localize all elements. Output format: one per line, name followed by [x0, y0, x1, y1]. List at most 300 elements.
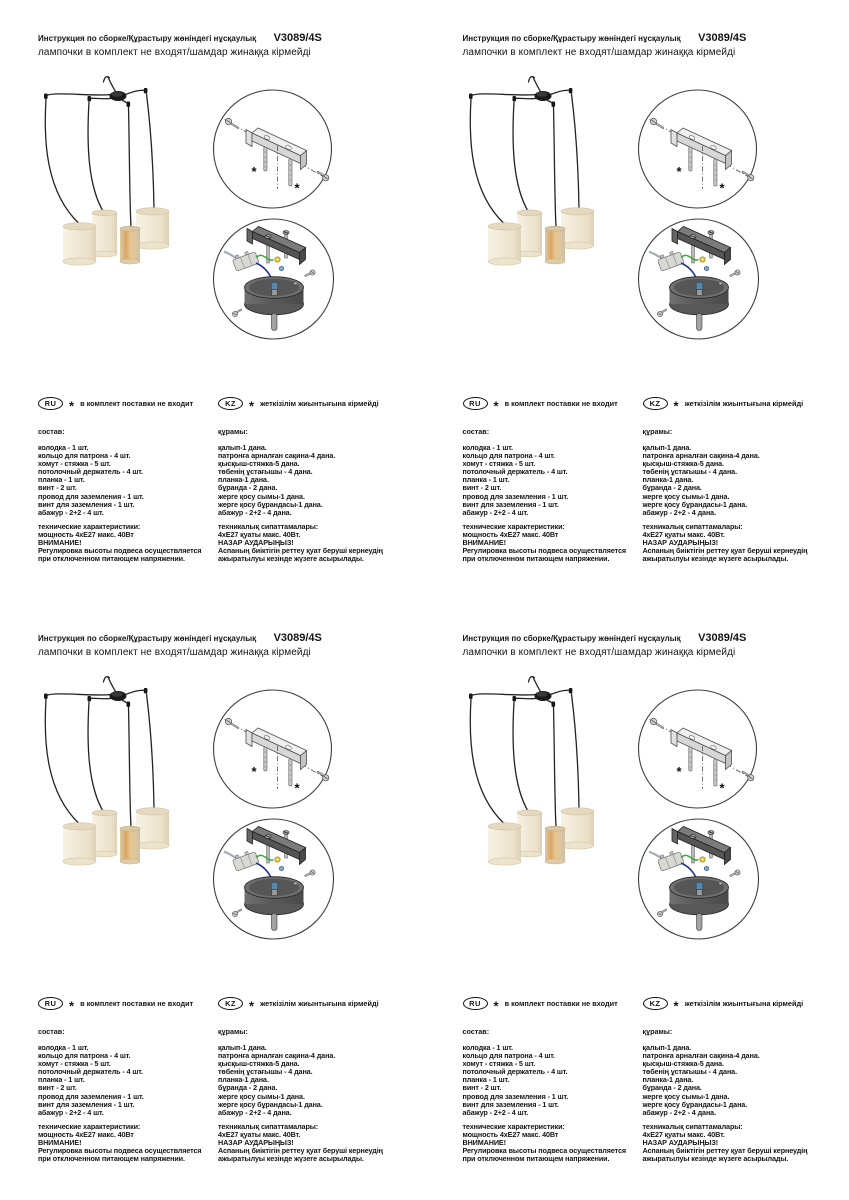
kz-lang-row: [643, 397, 825, 413]
kz-lang-row: [218, 997, 400, 1013]
text-line: төбенің ұстағышы - 4 дана.: [642, 467, 737, 477]
asterisk-icon: *: [249, 398, 255, 413]
ring-terminal-hole: [277, 259, 279, 261]
panel-header: [38, 628, 322, 658]
text-line: винт для заземления - 1 шт.: [38, 499, 135, 509]
ru-contents-label: состав:: [38, 1027, 65, 1036]
cable-connector: [469, 94, 473, 99]
pendant-lamp-figure: [44, 677, 169, 865]
splay-cable: [126, 690, 146, 694]
ru-column: [38, 997, 220, 1163]
lamps-not-included-note: лампочки в комплект не входят/шамдар жинаққа кірмейді: [38, 647, 311, 658]
ru-power-spec: мощность 4хЕ27 макс. 40Вт: [462, 529, 559, 539]
drop-cable: [129, 107, 132, 228]
text-line: жерге қосу бұрандасы-1 дана.: [218, 499, 323, 509]
lamps-not-included-note: лампочки в комплект не входят/шамдар жинаққа кірмейді: [38, 47, 311, 58]
text-line: Регулировка высоты подвеса осуществляется: [38, 1146, 202, 1156]
text-line: қалып-1 дана.: [218, 443, 267, 452]
splay-cable: [514, 98, 538, 99]
text-line: потолочный держатель - 4 шт.: [462, 1067, 568, 1077]
splay-cable: [471, 694, 536, 696]
ru-warning-text: [38, 1147, 220, 1163]
text-line: абажур - 2+2 - 4 дана.: [218, 1107, 292, 1117]
kz-power-spec: 4хЕ27 қуаты макс. 40Вт.: [218, 1129, 301, 1139]
text-line: жерге қосу бұрандасы-1 дана.: [218, 1099, 323, 1109]
canopy-detail-circle: [214, 819, 334, 939]
model-number: V3089/4S: [273, 32, 322, 44]
kz-language-badge: KZ: [218, 997, 243, 1010]
kz-specs-title: техникалық сипаттамалары:: [642, 1121, 743, 1131]
text-line: жерге қосу сымы-1 дана.: [642, 491, 730, 501]
text-line: бұранда - 2 дана.: [642, 1083, 702, 1093]
kz-parts-list: [643, 444, 825, 517]
not-included-asterisk: *: [294, 780, 300, 796]
text-line: қалып-1 дана.: [642, 1043, 692, 1052]
kz-power-spec: 4хЕ27 қуаты макс. 40Вт.: [642, 529, 725, 539]
text-line: Аспаның биіктігін реттеу қуат беруші кернеудің: [642, 546, 808, 556]
text-line: провод для заземления - 1 шт.: [38, 491, 144, 501]
cable-stub: [696, 914, 702, 931]
text-line: жерге қосу бұрандасы-1 дана.: [642, 499, 748, 509]
ru-lang-row: [38, 997, 220, 1013]
text-line: винт для заземления - 1 шт.: [462, 1099, 559, 1109]
ru-language-badge: RU: [38, 997, 63, 1010]
ru-warning-title: ВНИМАНИЕ!: [462, 1138, 506, 1148]
text-line: жерге қосу сымы-1 дана.: [218, 1091, 305, 1101]
blue-nut: [704, 266, 708, 271]
cable-stub: [272, 314, 278, 331]
bracket-detail-circle: [638, 690, 756, 808]
kz-not-included-note: жеткізілім жиынтығына кірмейді: [260, 999, 379, 1008]
not-included-asterisk: *: [676, 764, 682, 779]
text-line: абажур - 2+2 - 4 шт.: [38, 1107, 104, 1117]
ru-power-spec: мощность 4хЕ27 макс. 40Вт: [38, 529, 134, 539]
text-line: абажур - 2+2 - 4 дана.: [218, 507, 292, 517]
cable-gland: [696, 883, 703, 890]
ru-contents-label: состав:: [462, 427, 490, 436]
cable-connector: [88, 96, 92, 101]
ru-parts-list: [38, 1044, 220, 1117]
kz-warning-title: НАЗАР АУДАРЫҢЫЗ!: [218, 1138, 294, 1148]
drop-cable: [129, 707, 132, 828]
cable-connector: [512, 96, 516, 101]
kz-language-badge: KZ: [643, 997, 668, 1010]
ru-lang-row: [463, 997, 645, 1013]
text-line: колодка - 1 шт.: [38, 1043, 89, 1052]
asterisk-icon: *: [673, 398, 679, 413]
kz-warning-text: [643, 1147, 825, 1163]
ru-parts-list: [38, 444, 220, 517]
supply-cable: [108, 77, 116, 93]
text-line: планка-1 дана.: [218, 1075, 269, 1085]
drop-cable: [571, 94, 579, 210]
text-line: планка - 1 шт.: [38, 475, 85, 485]
instruction-panel: [425, 600, 849, 1200]
ru-specs-title: технические характеристики:: [462, 521, 565, 531]
text-line: ажыратылуы кезінде жүзеге асырылады.: [218, 1154, 364, 1164]
kz-specs-title: техникалық сипаттамалары:: [642, 521, 743, 531]
kz-power-spec: 4хЕ27 қуаты макс. 40Вт.: [218, 529, 301, 539]
drop-cable: [88, 102, 103, 212]
cable-connector: [469, 694, 473, 699]
text-line: қалып-1 дана.: [642, 443, 692, 452]
text-line: при отключенном питающем напряжении.: [462, 554, 610, 564]
text-line: патронға арналған сақина-4 дана.: [642, 451, 760, 461]
kz-column: [643, 397, 825, 563]
text-line: провод для заземления - 1 шт.: [38, 1091, 144, 1101]
lamp-shade: [561, 808, 594, 849]
cable-stub: [272, 914, 278, 931]
splay-cable: [514, 698, 538, 699]
lamp-shade-lit: [545, 226, 565, 264]
text-line: планка - 1 шт.: [38, 1075, 85, 1085]
cup-hole: [294, 282, 297, 284]
lamps-not-included-note: лампочки в комплект не входят/шамдар жинаққа кірмейді: [462, 47, 736, 58]
lamp-shade: [63, 223, 96, 265]
kz-warning-text: [643, 547, 825, 563]
text-line: бұранда - 2 дана.: [218, 1083, 278, 1093]
text-line: Аспаның биіктігін реттеу қуат беруші кернеудің: [218, 1146, 383, 1156]
kz-warning-title: НАЗАР АУДАРЫҢЫЗ!: [642, 538, 719, 548]
drop-cable: [470, 99, 504, 224]
panel-header: [463, 28, 747, 58]
text-line: провод для заземления - 1 шт.: [462, 1091, 569, 1101]
instruction-panel: [0, 0, 425, 600]
kz-contents-label: құрамы:: [642, 1027, 673, 1036]
text-line: провод для заземления - 1 шт.: [462, 491, 569, 501]
text-line: қысқыш-стяжка-5 дана.: [642, 1059, 724, 1069]
kz-specs-block: [643, 523, 825, 563]
text-line: винт для заземления - 1 шт.: [38, 1099, 135, 1109]
ceiling-canopy: [534, 91, 551, 101]
drop-cable: [147, 694, 155, 810]
lamp-shade: [136, 808, 169, 849]
model-number: V3089/4S: [698, 32, 747, 44]
ru-column: [38, 397, 220, 563]
splay-cable: [550, 690, 570, 694]
bracket-detail-circle: [214, 90, 332, 208]
not-included-asterisk: *: [676, 164, 682, 179]
supply-cable: [533, 77, 541, 93]
ru-lang-row: [38, 397, 220, 413]
drop-cable: [45, 99, 79, 224]
instruction-title: Инструкция по сборке/Құрастыру жөніндегі нұсқаулық: [462, 634, 681, 643]
splay-cable: [90, 698, 114, 699]
ru-not-included-note: в комплект поставки не входит: [80, 999, 194, 1008]
wall-plug: [713, 759, 716, 786]
cable-connector: [144, 88, 148, 93]
text-line: хомут - стяжка - 5 шт.: [38, 1059, 111, 1069]
kz-warning-text: [218, 547, 400, 563]
kz-lang-row: [218, 397, 400, 413]
text-line: кольцо для патрона - 4 шт.: [38, 1051, 131, 1061]
drop-cable: [571, 694, 579, 810]
kz-specs-block: [643, 1123, 825, 1163]
text-line: планка-1 дана.: [642, 475, 694, 485]
text-line: бұранда - 2 дана.: [642, 483, 702, 493]
ceiling-canopy: [110, 91, 127, 101]
text-line: потолочный держатель - 4 шт.: [38, 1067, 143, 1077]
instruction-panel: [425, 0, 849, 600]
kz-not-included-note: жеткізілім жиынтығына кірмейді: [260, 399, 379, 408]
kz-lang-row: [643, 997, 825, 1013]
instruction-title: Инструкция по сборке/Құрастыру жөніндегі нұсқаулық: [462, 34, 681, 43]
supply-cable: [533, 677, 541, 693]
ru-specs-block: [38, 523, 220, 563]
header-line-1: [463, 628, 747, 646]
instruction-title: Инструкция по сборке/Құрастыру жөніндегі нұсқаулық: [38, 34, 257, 43]
kz-column: [643, 997, 825, 1163]
lamp-shade-lit: [545, 826, 565, 864]
not-included-asterisk: *: [294, 180, 300, 196]
text-line: патронға арналған сақина-4 дана.: [642, 1051, 760, 1061]
text-line: ажыратылуы кезінде жүзеге асырылады.: [642, 554, 789, 564]
model-number: V3089/4S: [698, 632, 747, 644]
pendant-lamp-figure: [469, 77, 594, 265]
ru-not-included-note: в комплект поставки не входит: [504, 999, 618, 1008]
ru-lang-row: [463, 397, 645, 413]
splay-cable: [47, 94, 112, 96]
kz-contents-label: құрамы:: [218, 1027, 248, 1036]
ru-contents-label: состав:: [462, 1027, 490, 1036]
wall-plug: [688, 147, 691, 171]
pendant-lamp-figure: [44, 77, 169, 265]
ru-warning-text: [463, 1147, 645, 1163]
kz-language-badge: KZ: [643, 397, 668, 410]
text-line: абажур - 2+2 - 4 шт.: [462, 1107, 529, 1117]
cable-connector: [512, 696, 516, 701]
text-line: жерге қосу бұрандасы-1 дана.: [642, 1099, 748, 1109]
kz-warning-text: [218, 1147, 400, 1163]
wall-plug: [688, 747, 691, 771]
ru-warning-title: ВНИМАНИЕ!: [38, 1138, 82, 1148]
lamp-shade: [63, 823, 96, 865]
header-line-1: [38, 28, 322, 46]
ceiling-canopy: [110, 691, 127, 701]
lamp-shade-lit: [120, 826, 140, 864]
cable-connector: [88, 696, 92, 701]
text-line: потолочный держатель - 4 шт.: [462, 467, 568, 477]
ru-specs-block: [463, 523, 645, 563]
ru-column: [463, 397, 645, 563]
lamp-shade: [561, 208, 594, 249]
text-line: хомут - стяжка - 5 шт.: [462, 459, 536, 469]
text-line: кольцо для патрона - 4 шт.: [38, 451, 131, 461]
kz-not-included-note: жеткізілім жиынтығына кірмейді: [684, 399, 804, 408]
kz-parts-list: [218, 444, 400, 517]
text-line: патронға арналған сақина-4 дана.: [218, 451, 336, 461]
ru-not-included-note: в комплект поставки не входит: [80, 399, 194, 408]
ru-specs-block: [463, 1123, 645, 1163]
canopy-detail-circle: [638, 819, 758, 939]
ru-parts-list: [463, 1044, 645, 1117]
blue-nut: [279, 866, 283, 871]
cable-connector: [127, 702, 131, 707]
bracket-detail-circle: [214, 690, 332, 808]
drop-cable: [513, 702, 528, 812]
text-line: кольцо для патрона - 4 шт.: [462, 1051, 555, 1061]
asterisk-icon: *: [69, 998, 75, 1013]
ru-parts-list: [463, 444, 645, 517]
text-line: абажур - 2+2 - 4 шт.: [38, 507, 104, 517]
asterisk-icon: *: [69, 398, 75, 413]
text-line: планка - 1 шт.: [462, 1075, 510, 1085]
wall-plug: [289, 759, 292, 786]
ru-warning-title: ВНИМАНИЕ!: [38, 538, 82, 548]
supply-cable: [108, 677, 116, 693]
text-line: абажур - 2+2 - 4 дана.: [642, 507, 716, 517]
text-line: при отключенном питающем напряжении.: [462, 1154, 610, 1164]
text-line: төбенің ұстағышы - 4 дана.: [218, 467, 313, 477]
text-line: қысқыш-стяжка-5 дана.: [218, 459, 300, 469]
ru-warning-title: ВНИМАНИЕ!: [462, 538, 506, 548]
wall-plug: [264, 147, 267, 171]
canopy-detail-circle: [638, 219, 758, 339]
cup-hole: [718, 882, 721, 884]
lamp-shade: [488, 223, 521, 265]
ru-warning-text: [463, 547, 645, 563]
ru-language-badge: RU: [463, 397, 488, 410]
kz-warning-title: НАЗАР АУДАРЫҢЫЗ!: [642, 1138, 719, 1148]
text-line: бұранда - 2 дана.: [218, 483, 278, 493]
not-included-asterisk: *: [719, 180, 725, 196]
not-included-asterisk: *: [719, 780, 725, 796]
drop-cable: [45, 699, 79, 824]
text-line: Аспаның биіктігін реттеу қуат беруші кернеудің: [642, 1146, 808, 1156]
lamp-shade: [488, 823, 521, 865]
text-line: планка-1 дана.: [218, 475, 269, 485]
kz-warning-title: НАЗАР АУДАРЫҢЫЗ!: [218, 538, 294, 548]
text-line: төбенің ұстағышы - 4 дана.: [642, 1067, 737, 1077]
cable-connector: [44, 94, 48, 99]
text-line: при отключенном питающем напряжении.: [38, 554, 185, 564]
text-line: винт - 2 шт.: [462, 1083, 502, 1093]
asterisk-icon: *: [249, 998, 255, 1013]
drop-cable: [147, 94, 155, 210]
splay-cable: [90, 98, 114, 99]
kz-specs-title: техникалық сипаттамалары:: [218, 1121, 319, 1131]
lamp-shade-lit: [120, 226, 140, 264]
bracket-detail-circle: [638, 90, 756, 208]
text-line: планка-1 дана.: [642, 1075, 694, 1085]
text-line: қысқыш-стяжка-5 дана.: [218, 1059, 300, 1069]
ru-language-badge: RU: [38, 397, 63, 410]
wall-plug: [289, 159, 292, 186]
text-line: Регулировка высоты подвеса осуществляется: [462, 546, 626, 556]
cable-connector: [144, 688, 148, 693]
model-number: V3089/4S: [273, 632, 322, 644]
text-line: винт для заземления - 1 шт.: [462, 499, 559, 509]
not-included-asterisk: *: [251, 164, 257, 179]
text-line: қысқыш-стяжка-5 дана.: [642, 459, 724, 469]
lamps-not-included-note: лампочки в комплект не входят/шамдар жинаққа кірмейді: [462, 647, 736, 658]
asterisk-icon: *: [493, 998, 499, 1013]
cable-connector: [44, 694, 48, 699]
cable-connector: [127, 102, 131, 107]
drop-cable: [553, 707, 556, 828]
ru-power-spec: мощность 4хЕ27 макс. 40Вт: [38, 1129, 134, 1139]
text-line: абажур - 2+2 - 4 шт.: [462, 507, 529, 517]
drop-cable: [513, 102, 528, 212]
blue-nut: [704, 866, 708, 871]
wall-plug: [713, 159, 716, 186]
text-line: жерге қосу сымы-1 дана.: [218, 491, 305, 501]
kz-parts-list: [218, 1044, 400, 1117]
text-line: қалып-1 дана.: [218, 1043, 267, 1052]
panel-header: [38, 28, 322, 58]
cable-gland: [271, 883, 278, 890]
ru-language-badge: RU: [463, 997, 488, 1010]
ru-power-spec: мощность 4хЕ27 макс. 40Вт: [462, 1129, 559, 1139]
kz-power-spec: 4хЕ27 қуаты макс. 40Вт.: [642, 1129, 725, 1139]
ru-column: [463, 997, 645, 1163]
kz-language-badge: KZ: [218, 397, 243, 410]
ring-terminal-hole: [701, 859, 703, 861]
text-line: винт - 2 шт.: [38, 483, 77, 493]
drop-cable: [88, 702, 103, 812]
cup-hole: [294, 882, 297, 884]
kz-column: [218, 397, 400, 563]
text-line: кольцо для патрона - 4 шт.: [462, 451, 555, 461]
text-line: винт - 2 шт.: [462, 483, 502, 493]
cable-connector: [568, 688, 572, 693]
cable-gland: [696, 283, 703, 290]
text-line: төбенің ұстағышы - 4 дана.: [218, 1067, 313, 1077]
text-line: Регулировка высоты подвеса осуществляется: [38, 546, 202, 556]
kz-not-included-note: жеткізілім жиынтығына кірмейді: [684, 999, 804, 1008]
splay-cable: [471, 94, 536, 96]
cable-stub: [696, 314, 702, 331]
cable-connector: [551, 702, 555, 707]
text-line: при отключенном питающем напряжении.: [38, 1154, 185, 1164]
splay-cable: [550, 90, 570, 94]
ru-not-included-note: в комплект поставки не входит: [504, 399, 618, 408]
canopy-detail-circle: [214, 219, 334, 339]
text-line: винт - 2 шт.: [38, 1083, 77, 1093]
cable-gland: [271, 283, 278, 290]
text-line: ажыратылуы кезінде жүзеге асырылады.: [642, 1154, 789, 1164]
lamp-shade: [136, 208, 169, 249]
kz-contents-label: құрамы:: [642, 427, 673, 436]
asterisk-icon: *: [493, 398, 499, 413]
instruction-panel: [0, 600, 425, 1200]
text-line: планка - 1 шт.: [462, 475, 510, 485]
cup-hole: [718, 282, 721, 284]
text-line: хомут - стяжка - 5 шт.: [462, 1059, 536, 1069]
splay-cable: [126, 90, 146, 94]
text-line: колодка - 1 шт.: [38, 443, 89, 452]
text-line: колодка - 1 шт.: [462, 443, 513, 452]
text-line: Аспаның биіктігін реттеу қуат беруші кернеудің: [218, 546, 383, 556]
instruction-title: Инструкция по сборке/Құрастыру жөніндегі нұсқаулық: [38, 634, 257, 643]
text-line: колодка - 1 шт.: [462, 1043, 513, 1052]
asterisk-icon: *: [673, 998, 679, 1013]
not-included-asterisk: *: [251, 764, 257, 779]
ceiling-canopy: [534, 691, 551, 701]
kz-specs-block: [218, 1123, 400, 1163]
kz-specs-block: [218, 523, 400, 563]
kz-specs-title: техникалық сипаттамалары:: [218, 521, 319, 531]
blue-nut: [279, 266, 283, 271]
drop-cable: [470, 699, 504, 824]
ru-specs-title: технические характеристики:: [462, 1121, 565, 1131]
wall-plug: [264, 747, 267, 771]
ru-specs-block: [38, 1123, 220, 1163]
ru-contents-label: состав:: [38, 427, 65, 436]
text-line: ажыратылуы кезінде жүзеге асырылады.: [218, 554, 364, 564]
header-line-1: [38, 628, 322, 646]
ru-specs-title: технические характеристики:: [38, 1121, 141, 1131]
